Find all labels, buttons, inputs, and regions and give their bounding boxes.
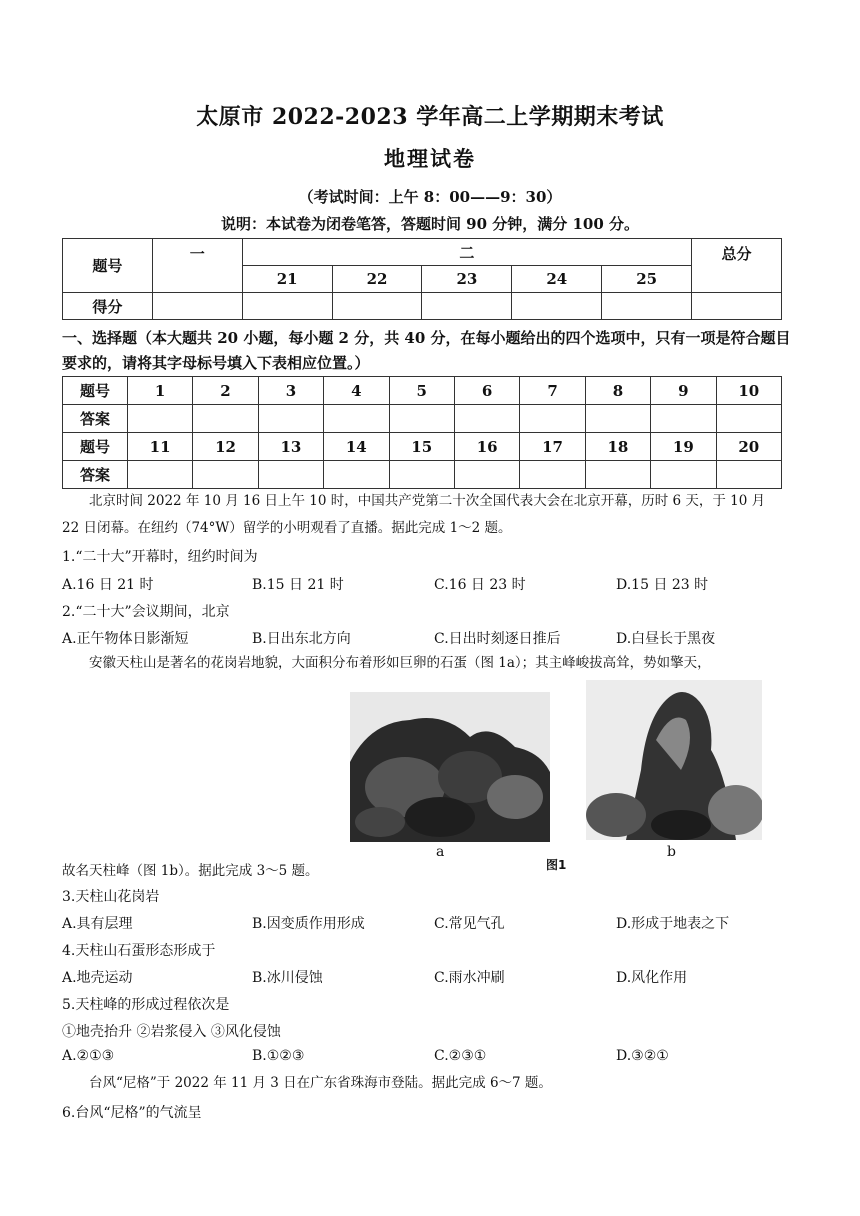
answer-cell[interactable] [127, 461, 192, 489]
score-sub-number: 23 [422, 266, 512, 293]
exam-subject: 地理试卷 [384, 146, 476, 171]
question-5-option-c: C.②③① [434, 1048, 487, 1064]
question-3-option-b: B.因变质作用形成 [252, 916, 365, 932]
photo-a-stone-eggs [350, 692, 550, 842]
question-5-items: ①地壳抬升 ②岩浆侵入 ③风化侵蚀 [62, 1024, 281, 1040]
answer-cell[interactable] [389, 405, 454, 433]
score-cell[interactable] [602, 293, 692, 320]
question-number: 2 [193, 377, 258, 405]
score-part1: 一 [152, 239, 242, 293]
question-1-option-c: C.16 日 23 时 [434, 577, 526, 593]
exam-time: （考试时间：上午 8：00——9：30） [298, 188, 562, 206]
figure-label-b: b [667, 844, 676, 860]
section1-heading: 一、选择题（本大题共 20 小题，每小题 2 分，共 40 分，在每小题给出的四个选项中，只有一项是符合题目要求的，请将其字母标号填入下表相应位置。） [62, 329, 791, 372]
question-number: 10 [716, 377, 781, 405]
answer-cell[interactable] [651, 461, 716, 489]
question-5-option-a: A.②①③ [62, 1048, 115, 1064]
answer-label-no: 题号 [63, 377, 128, 405]
question-number: 20 [716, 433, 781, 461]
answer-cell[interactable] [193, 405, 258, 433]
question-number: 1 [127, 377, 192, 405]
answer-cell[interactable] [716, 461, 781, 489]
score-label-score: 得分 [63, 293, 153, 320]
answer-cell[interactable] [454, 405, 519, 433]
question-number: 19 [651, 433, 716, 461]
answer-cell[interactable] [454, 461, 519, 489]
score-part2: 二 [242, 239, 691, 266]
question-number: 17 [520, 433, 585, 461]
photo-b-tianzhu-peak [586, 680, 762, 840]
answer-cell[interactable] [520, 461, 585, 489]
question-1-option-d: D.15 日 23 时 [616, 577, 709, 593]
question-4-option-b: B.冰川侵蚀 [252, 970, 323, 986]
question-number: 14 [324, 433, 389, 461]
figure-1 [350, 680, 762, 872]
score-sub-number: 25 [602, 266, 692, 293]
answer-label: 答案 [63, 461, 128, 489]
question-number: 16 [454, 433, 519, 461]
question-5-stem: 5.天柱峰的形成过程依次是 [62, 997, 230, 1013]
question-number: 8 [585, 377, 650, 405]
score-cell[interactable] [512, 293, 602, 320]
score-cell[interactable] [422, 293, 512, 320]
answer-cell[interactable] [258, 461, 323, 489]
question-4-option-d: D.风化作用 [616, 970, 688, 986]
score-cell[interactable] [692, 293, 782, 320]
answer-cell[interactable] [716, 405, 781, 433]
question-5-option-d: D.③②① [616, 1048, 669, 1064]
question-number: 4 [324, 377, 389, 405]
question-3-option-c: C.常见气孔 [434, 916, 505, 932]
answer-table [62, 376, 782, 489]
question-5-option-b: B.①②③ [252, 1048, 305, 1064]
question-2-stem: 2.“二十大”会议期间，北京 [62, 604, 230, 620]
question-number: 12 [193, 433, 258, 461]
score-label-no: 题号 [63, 239, 153, 293]
question-3-option-d: D.形成于地表之下 [616, 916, 730, 932]
score-sub-number: 22 [332, 266, 422, 293]
answer-cell[interactable] [324, 461, 389, 489]
answer-cell[interactable] [324, 405, 389, 433]
passage-1: 北京时间 2022 年 10 月 16 日上午 10 时，中国共产党第二十次全国代表大会在北京开幕，历时 6 天，于 10 月 22 日闭幕。在纽约（74°W）留学的小明观看了直播。据此完成 1～2 题。 [62, 493, 766, 536]
answer-cell[interactable] [651, 405, 716, 433]
score-cell[interactable] [242, 293, 332, 320]
question-6-stem: 6.台风“尼格”的气流呈 [62, 1105, 202, 1121]
exam-title: 太原市 2022-2023 学年高二上学期期末考试 [196, 104, 664, 130]
score-cell[interactable] [152, 293, 242, 320]
figure-label-a: a [436, 844, 445, 860]
question-2-option-c: C.日出时刻逐日推后 [434, 631, 561, 647]
exam-note: 说明：本试卷为闭卷笔答，答题时间 90 分钟，满分 100 分。 [220, 215, 640, 233]
question-2-option-d: D.白昼长于黑夜 [616, 631, 716, 647]
answer-label-no: 题号 [63, 433, 128, 461]
answer-cell[interactable] [585, 461, 650, 489]
score-cell[interactable] [332, 293, 422, 320]
score-total: 总分 [692, 239, 782, 293]
question-3-stem: 3.天柱山花岗岩 [62, 889, 160, 905]
question-1-option-b: B.15 日 21 时 [252, 577, 344, 593]
question-1-stem: 1.“二十大”开幕时，纽约时间为 [62, 549, 258, 565]
question-number: 9 [651, 377, 716, 405]
question-number: 5 [389, 377, 454, 405]
question-number: 15 [389, 433, 454, 461]
answer-cell[interactable] [258, 405, 323, 433]
passage-2-line1: 安徽天柱山是著名的花岗岩地貌，大面积分布着形如巨卵的石蛋（图 1a）；其主峰峻拔高耸，势如擎天， [89, 655, 711, 671]
passage-3: 台风“尼格”于 2022 年 11 月 3 日在广东省珠海市登陆。据此完成 6～7 题。 [89, 1075, 552, 1091]
answer-cell[interactable] [127, 405, 192, 433]
answer-cell[interactable] [520, 405, 585, 433]
question-number: 11 [127, 433, 192, 461]
question-3-option-a: A.具有层理 [62, 916, 133, 932]
answer-cell[interactable] [389, 461, 454, 489]
score-table [62, 238, 782, 320]
question-4-option-a: A.地壳运动 [62, 970, 133, 986]
passage-2-line2: 故名天柱峰（图 1b）。据此完成 3～5 题。 [62, 863, 319, 879]
question-number: 3 [258, 377, 323, 405]
question-4-option-c: C.雨水冲刷 [434, 970, 505, 986]
figure-caption: 图1 [546, 858, 567, 872]
answer-label: 答案 [63, 405, 128, 433]
question-number: 13 [258, 433, 323, 461]
answer-cell[interactable] [585, 405, 650, 433]
question-number: 6 [454, 377, 519, 405]
answer-cell[interactable] [193, 461, 258, 489]
question-2-option-a: A.正午物体日影渐短 [62, 631, 189, 647]
question-2-option-b: B.日出东北方向 [252, 631, 351, 647]
score-sub-number: 24 [512, 266, 602, 293]
question-number: 18 [585, 433, 650, 461]
question-number: 7 [520, 377, 585, 405]
question-1-option-a: A.16 日 21 时 [62, 577, 154, 593]
question-4-stem: 4.天柱山石蛋形态形成于 [62, 943, 216, 959]
score-sub-number: 21 [242, 266, 332, 293]
